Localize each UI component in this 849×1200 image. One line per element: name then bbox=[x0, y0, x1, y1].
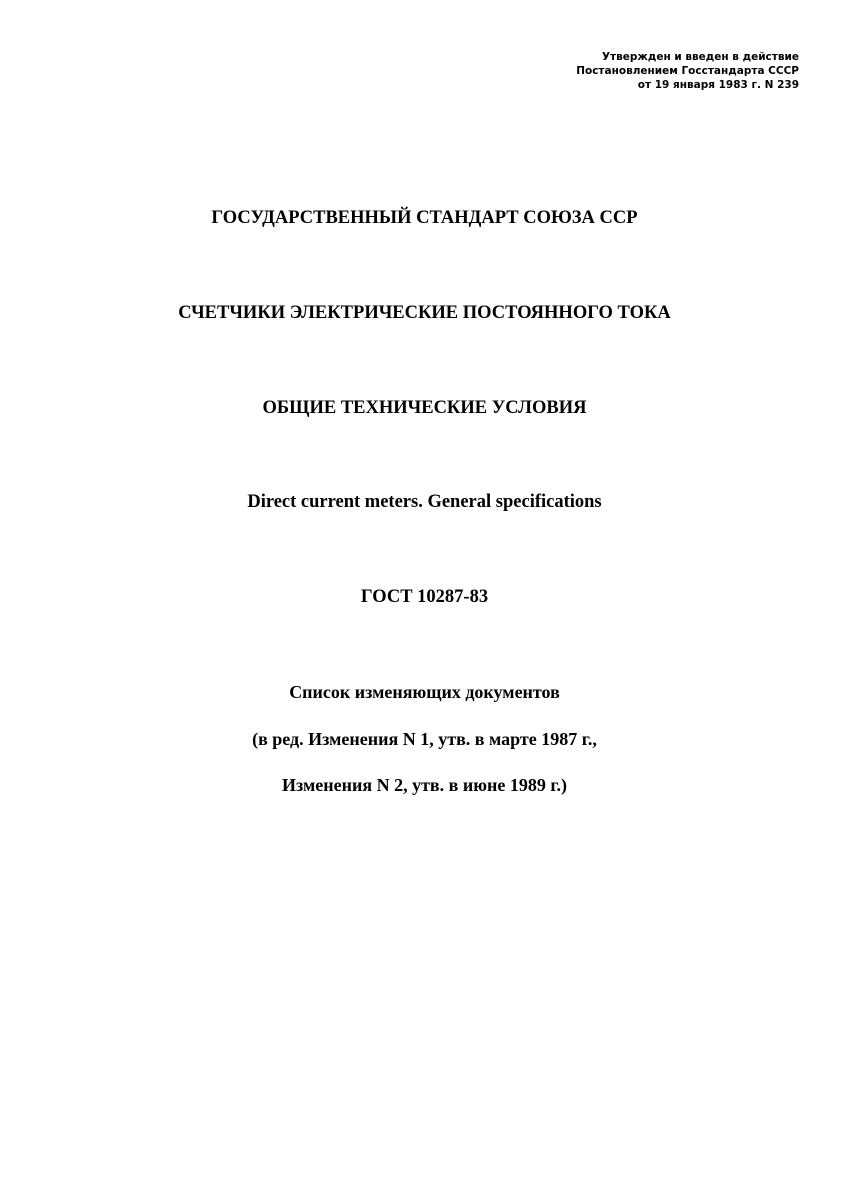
approval-line-3: от 19 января 1983 г. N 239 bbox=[637, 79, 799, 91]
change-line-2: Изменения N 2, утв. в июне 1989 г.) bbox=[282, 775, 567, 795]
gost-code: ГОСТ 10287-83 bbox=[360, 587, 489, 607]
document-subject: СЧЕТЧИКИ ЭЛЕКТРИЧЕСКИЕ ПОСТОЯННОГО ТОКА bbox=[178, 303, 671, 323]
approval-line-1: Утвержден и введен в действие bbox=[601, 51, 799, 63]
approval-note bbox=[576, 50, 799, 92]
approval-line-2: Постановлением Госстандарта СССР bbox=[576, 65, 799, 77]
english-title: Direct current meters. General specifications bbox=[247, 492, 602, 512]
standard-title: ГОСУДАРСТВЕННЫЙ СТАНДАРТ СОЮЗА ССР bbox=[211, 208, 638, 228]
document-conditions: ОБЩИЕ ТЕХНИЧЕСКИЕ УСЛОВИЯ bbox=[262, 398, 587, 418]
changes-list-title: Список изменяющих документов bbox=[289, 682, 560, 702]
change-line-1: (в ред. Изменения N 1, утв. в марте 1987 г., bbox=[252, 729, 597, 749]
